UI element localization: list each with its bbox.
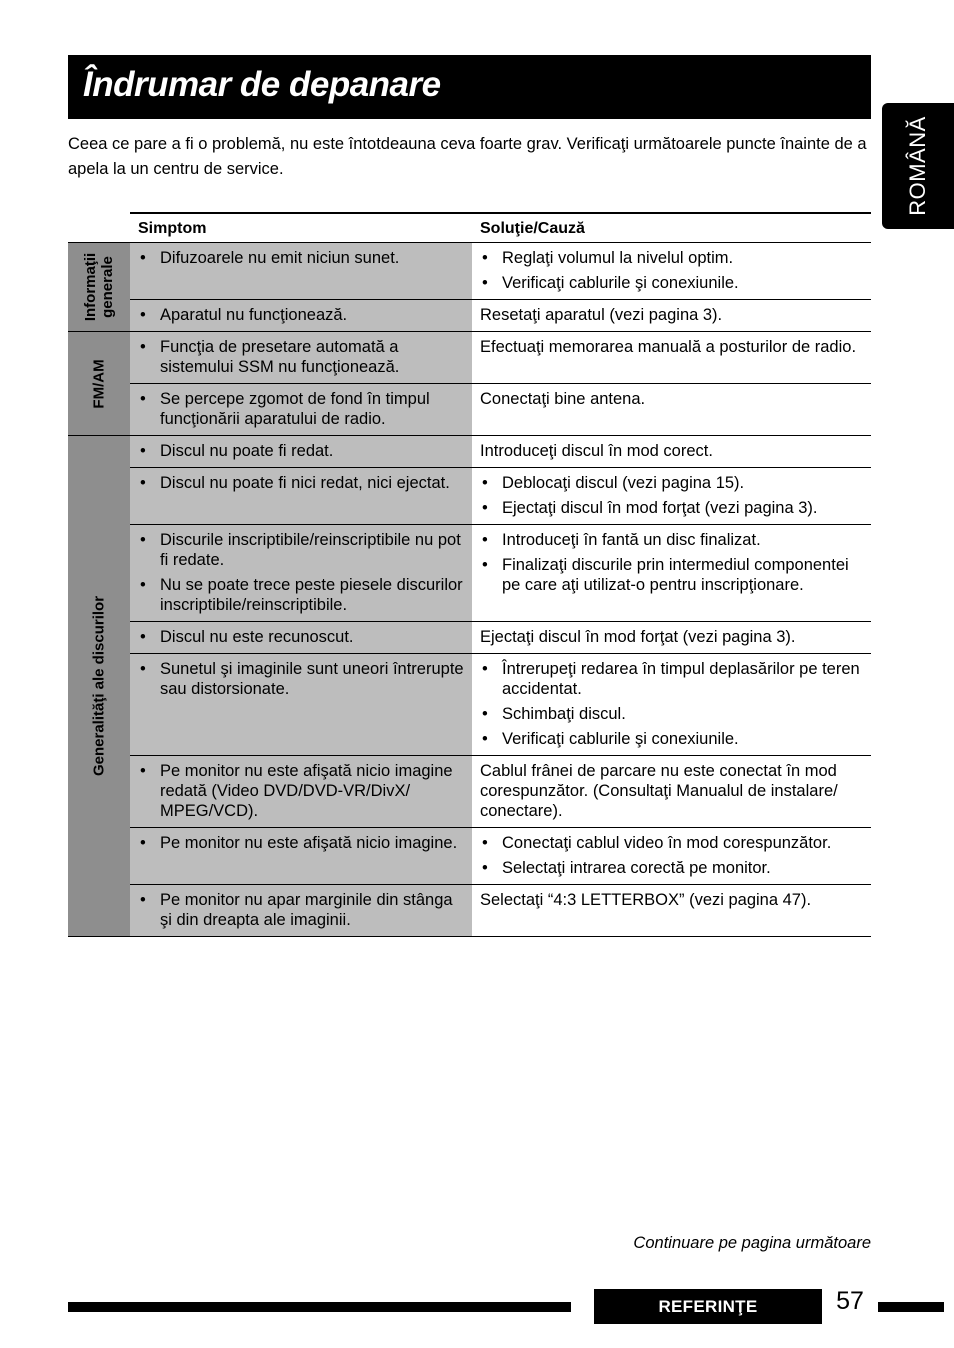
symptom-cell: [130, 384, 472, 436]
table-body: [68, 243, 871, 937]
category-cell: [68, 243, 130, 332]
solution-text: Ejectaţi discul în mod forţat (vezi pagina 3).: [480, 628, 796, 646]
symptom-item: • Discurile inscriptibile/reinscriptibile nu pot fi redate.: [138, 530, 464, 570]
header-category-blank: [68, 213, 130, 243]
solution-item: • Selectaţi intrarea corectă pe monitor.: [480, 858, 863, 878]
solution-text: Introduceţi discul în mod corect.: [480, 442, 713, 460]
intro-paragraph: Ceea ce pare a fi o problemă, nu este întotdeauna ceva foarte grav. Verificaţi următoarele puncte înainte de a apela la un centru de service.: [68, 135, 867, 178]
table-row: [68, 828, 871, 885]
category-label-line: Generalităţi ale discurilor: [90, 595, 108, 777]
symptom-list: [138, 441, 464, 461]
solution-list: [480, 473, 863, 518]
symptom-item: • Pe monitor nu apar marginile din stânga şi din dreapta ale imaginii.: [138, 890, 464, 930]
language-tab-label: ROMÂNĂ: [905, 116, 930, 216]
symptom-list: [138, 627, 464, 647]
footer-section-label: REFERINŢE: [594, 1289, 822, 1324]
category-label-line: Informaţii: [82, 252, 99, 322]
solution-item: • Întrerupeţi redarea în timpul deplasărilor pe teren accidentat.: [480, 659, 863, 699]
solution-cell: [472, 756, 871, 828]
continue-note: Continuare pe pagina următoare: [633, 1234, 871, 1252]
symptom-item: • Discul nu este recunoscut.: [138, 627, 464, 647]
solution-list: [480, 659, 863, 749]
symptom-cell: [130, 436, 472, 468]
solution-item: • Conectaţi cablul video în mod corespunzător.: [480, 833, 863, 853]
solution-cell: [472, 332, 871, 384]
symptom-cell: [130, 300, 472, 332]
solution-item: • Ejectaţi discul în mod forţat (vezi pagina 3).: [480, 498, 863, 518]
title-bar: [68, 55, 871, 119]
solution-list: [480, 248, 863, 293]
solution-item: • Schimbaţi discul.: [480, 704, 863, 724]
table-row: [68, 436, 871, 468]
symptom-item: • Pe monitor nu este afişată nicio imagine redată (Video DVD/DVD-VR/DivX/ MPEG/VCD).: [138, 761, 464, 821]
symptom-list: [138, 248, 464, 268]
category-label-line: FM/AM: [90, 358, 108, 409]
table-row: [68, 243, 871, 300]
table-row: [68, 384, 871, 436]
symptom-list: [138, 305, 464, 325]
solution-item: • Reglaţi volumul la nivelul optim.: [480, 248, 863, 268]
language-tab: [882, 103, 954, 229]
table-row: [68, 525, 871, 622]
header-solution: Soluţie/Cauză: [472, 213, 871, 243]
symptom-item: • Discul nu poate fi nici redat, nici ejectat.: [138, 473, 464, 493]
solution-cell: [472, 300, 871, 332]
solution-item: • Verificaţi cablurile şi conexiunile.: [480, 729, 863, 749]
solution-cell: [472, 436, 871, 468]
solution-cell: [472, 885, 871, 937]
table-row: [68, 756, 871, 828]
page-title: Îndrumar de depanare: [83, 65, 441, 104]
solution-list: [480, 833, 863, 878]
solution-item: • Introduceţi în fantă un disc finalizat.: [480, 530, 863, 550]
symptom-cell: [130, 243, 472, 300]
symptom-cell: [130, 885, 472, 937]
solution-text: Selectaţi “4:3 LETTERBOX” (vezi pagina 47).: [480, 891, 812, 909]
symptom-list: [138, 890, 464, 930]
category-cell: [68, 332, 130, 436]
solution-item: • Verificaţi cablurile şi conexiunile.: [480, 273, 863, 293]
footer-rule-right: [878, 1302, 944, 1312]
symptom-item: • Aparatul nu funcţionează.: [138, 305, 464, 325]
symptom-item: • Funcţia de presetare automată a sistemului SSM nu funcţionează.: [138, 337, 464, 377]
category-label: [91, 596, 108, 776]
category-label: [82, 253, 116, 321]
symptom-cell: [130, 828, 472, 885]
symptom-cell: [130, 525, 472, 622]
table-row: [68, 332, 871, 384]
symptom-cell: [130, 756, 472, 828]
symptom-list: [138, 337, 464, 377]
symptom-item: • Sunetul şi imaginile sunt uneori întrerupte sau distorsionate.: [138, 659, 464, 699]
symptom-item: • Discul nu poate fi redat.: [138, 441, 464, 461]
solution-cell: [472, 525, 871, 622]
solution-cell: [472, 243, 871, 300]
symptom-cell: [130, 622, 472, 654]
solution-cell: [472, 468, 871, 525]
symptom-list: [138, 473, 464, 493]
footer-rule-left: [68, 1302, 571, 1312]
table-row: [68, 468, 871, 525]
solution-item: • Finalizaţi discurile prin intermediul componentei pe care aţi utilizat-o pentru inscripţionare.: [480, 555, 863, 595]
category-cell: [68, 436, 130, 937]
symptom-list: [138, 530, 464, 615]
solution-cell: [472, 384, 871, 436]
symptom-cell: [130, 654, 472, 756]
solution-text: Conectaţi bine antena.: [480, 390, 646, 408]
symptom-cell: [130, 332, 472, 384]
category-label-line: generale: [99, 256, 116, 318]
solution-list: [480, 530, 863, 595]
symptom-list: [138, 389, 464, 429]
symptom-cell: [130, 468, 472, 525]
symptom-list: [138, 659, 464, 699]
table-header-row: [68, 213, 871, 243]
table-row: [68, 885, 871, 937]
solution-text: Efectuaţi memorarea manuală a posturilor de radio.: [480, 338, 857, 356]
solution-item: • Deblocaţi discul (vezi pagina 15).: [480, 473, 863, 493]
solution-text: Cablul frânei de parcare nu este conectat în mod corespunzător. (Consultaţi Manualul de instalare/ conectare).: [480, 762, 838, 820]
page-number: 57: [836, 1287, 864, 1315]
solution-text: Resetaţi aparatul (vezi pagina 3).: [480, 306, 723, 324]
table-row: [68, 300, 871, 332]
table-row: [68, 622, 871, 654]
symptom-item: • Se percepe zgomot de fond în timpul funcţionării aparatului de radio.: [138, 389, 464, 429]
category-label: [91, 359, 108, 408]
table-row: [68, 654, 871, 756]
symptom-list: [138, 833, 464, 853]
symptom-list: [138, 761, 464, 821]
symptom-item: • Difuzoarele nu emit niciun sunet.: [138, 248, 464, 268]
header-symptom: Simptom: [130, 213, 472, 243]
solution-cell: [472, 828, 871, 885]
solution-cell: [472, 654, 871, 756]
solution-cell: [472, 622, 871, 654]
symptom-item: • Nu se poate trece peste piesele discurilor inscriptibile/reinscriptibile.: [138, 575, 464, 615]
troubleshooting-table: [68, 212, 871, 937]
symptom-item: • Pe monitor nu este afişată nicio imagine.: [138, 833, 464, 853]
